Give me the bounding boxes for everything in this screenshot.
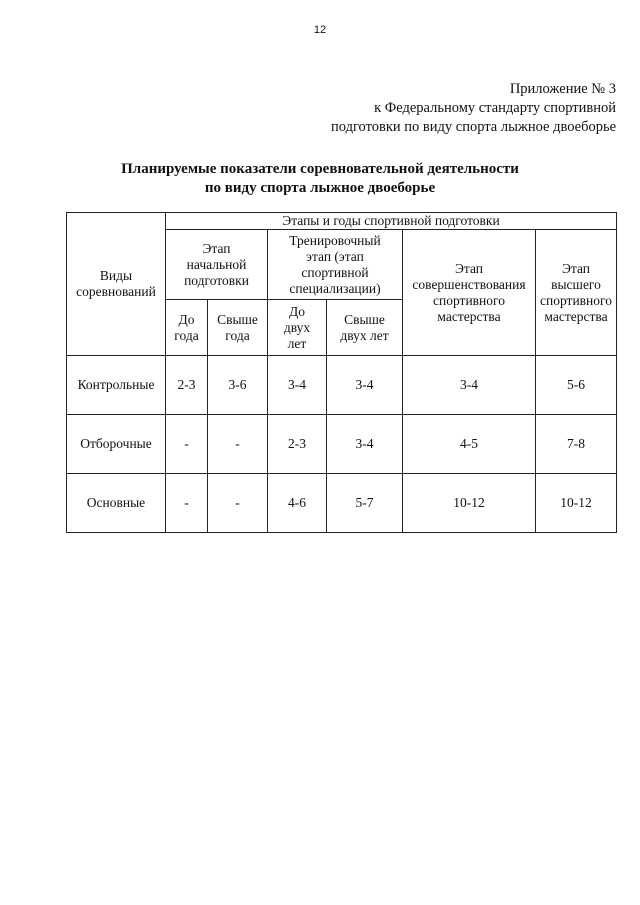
- stages-group-header: Этапы и годы спортивной подготовки: [166, 213, 617, 230]
- appendix-header: [331, 80, 616, 137]
- row-label: Контрольные: [67, 356, 166, 415]
- table-cell: 3-4: [327, 415, 403, 474]
- table-cell: 3-6: [208, 356, 268, 415]
- table-cell: 2-3: [268, 415, 327, 474]
- table-cell: 4-6: [268, 474, 327, 533]
- table-cell: -: [208, 474, 268, 533]
- initial-over-year-header: Свыше года: [208, 300, 268, 356]
- table-cell: 5-7: [327, 474, 403, 533]
- highest-stage-header: Этап высшего спортивного мастерства: [536, 230, 617, 356]
- improvement-stage-header: Этап совершенствования спортивного мастерства: [403, 230, 536, 356]
- page-number: 12: [313, 24, 327, 36]
- table-cell: 4-5: [403, 415, 536, 474]
- initial-up-to-year-header: До года: [166, 300, 208, 356]
- table-cell: -: [166, 474, 208, 533]
- document-title: [0, 160, 640, 198]
- table-cell: 7-8: [536, 415, 617, 474]
- appendix-line-2: к Федеральному стандарту спортивной: [374, 100, 616, 116]
- initial-stage-header: Этап начальной подготовки: [166, 230, 268, 300]
- table-row: [67, 356, 617, 415]
- table-cell: -: [208, 415, 268, 474]
- row-label: Основные: [67, 474, 166, 533]
- training-up-to-two-years-header: До двух лет: [268, 300, 327, 356]
- table-cell: -: [166, 415, 208, 474]
- table-cell: 10-12: [403, 474, 536, 533]
- training-stage-header: Тренировочный этап (этап спортивной специализации): [268, 230, 403, 300]
- table-cell: 5-6: [536, 356, 617, 415]
- competition-types-header: Виды соревнований: [67, 213, 166, 356]
- table-cell: 2-3: [166, 356, 208, 415]
- appendix-line-1: Приложение № 3: [509, 81, 616, 97]
- table-cell: 3-4: [268, 356, 327, 415]
- table-cell: 3-4: [403, 356, 536, 415]
- title-line-2: по виду спорта лыжное двоеборье: [204, 180, 436, 196]
- title-line-1: Планируемые показатели соревновательной деятельности: [121, 161, 519, 177]
- appendix-line-3: подготовки по виду спорта лыжное двоеборье: [330, 119, 616, 135]
- table-cell: 3-4: [327, 356, 403, 415]
- table-cell: 10-12: [536, 474, 617, 533]
- row-label: Отборочные: [67, 415, 166, 474]
- competition-indicators-table: [66, 212, 617, 533]
- table-row: [67, 415, 617, 474]
- training-over-two-years-header: Свыше двух лет: [327, 300, 403, 356]
- table-row: [67, 474, 617, 533]
